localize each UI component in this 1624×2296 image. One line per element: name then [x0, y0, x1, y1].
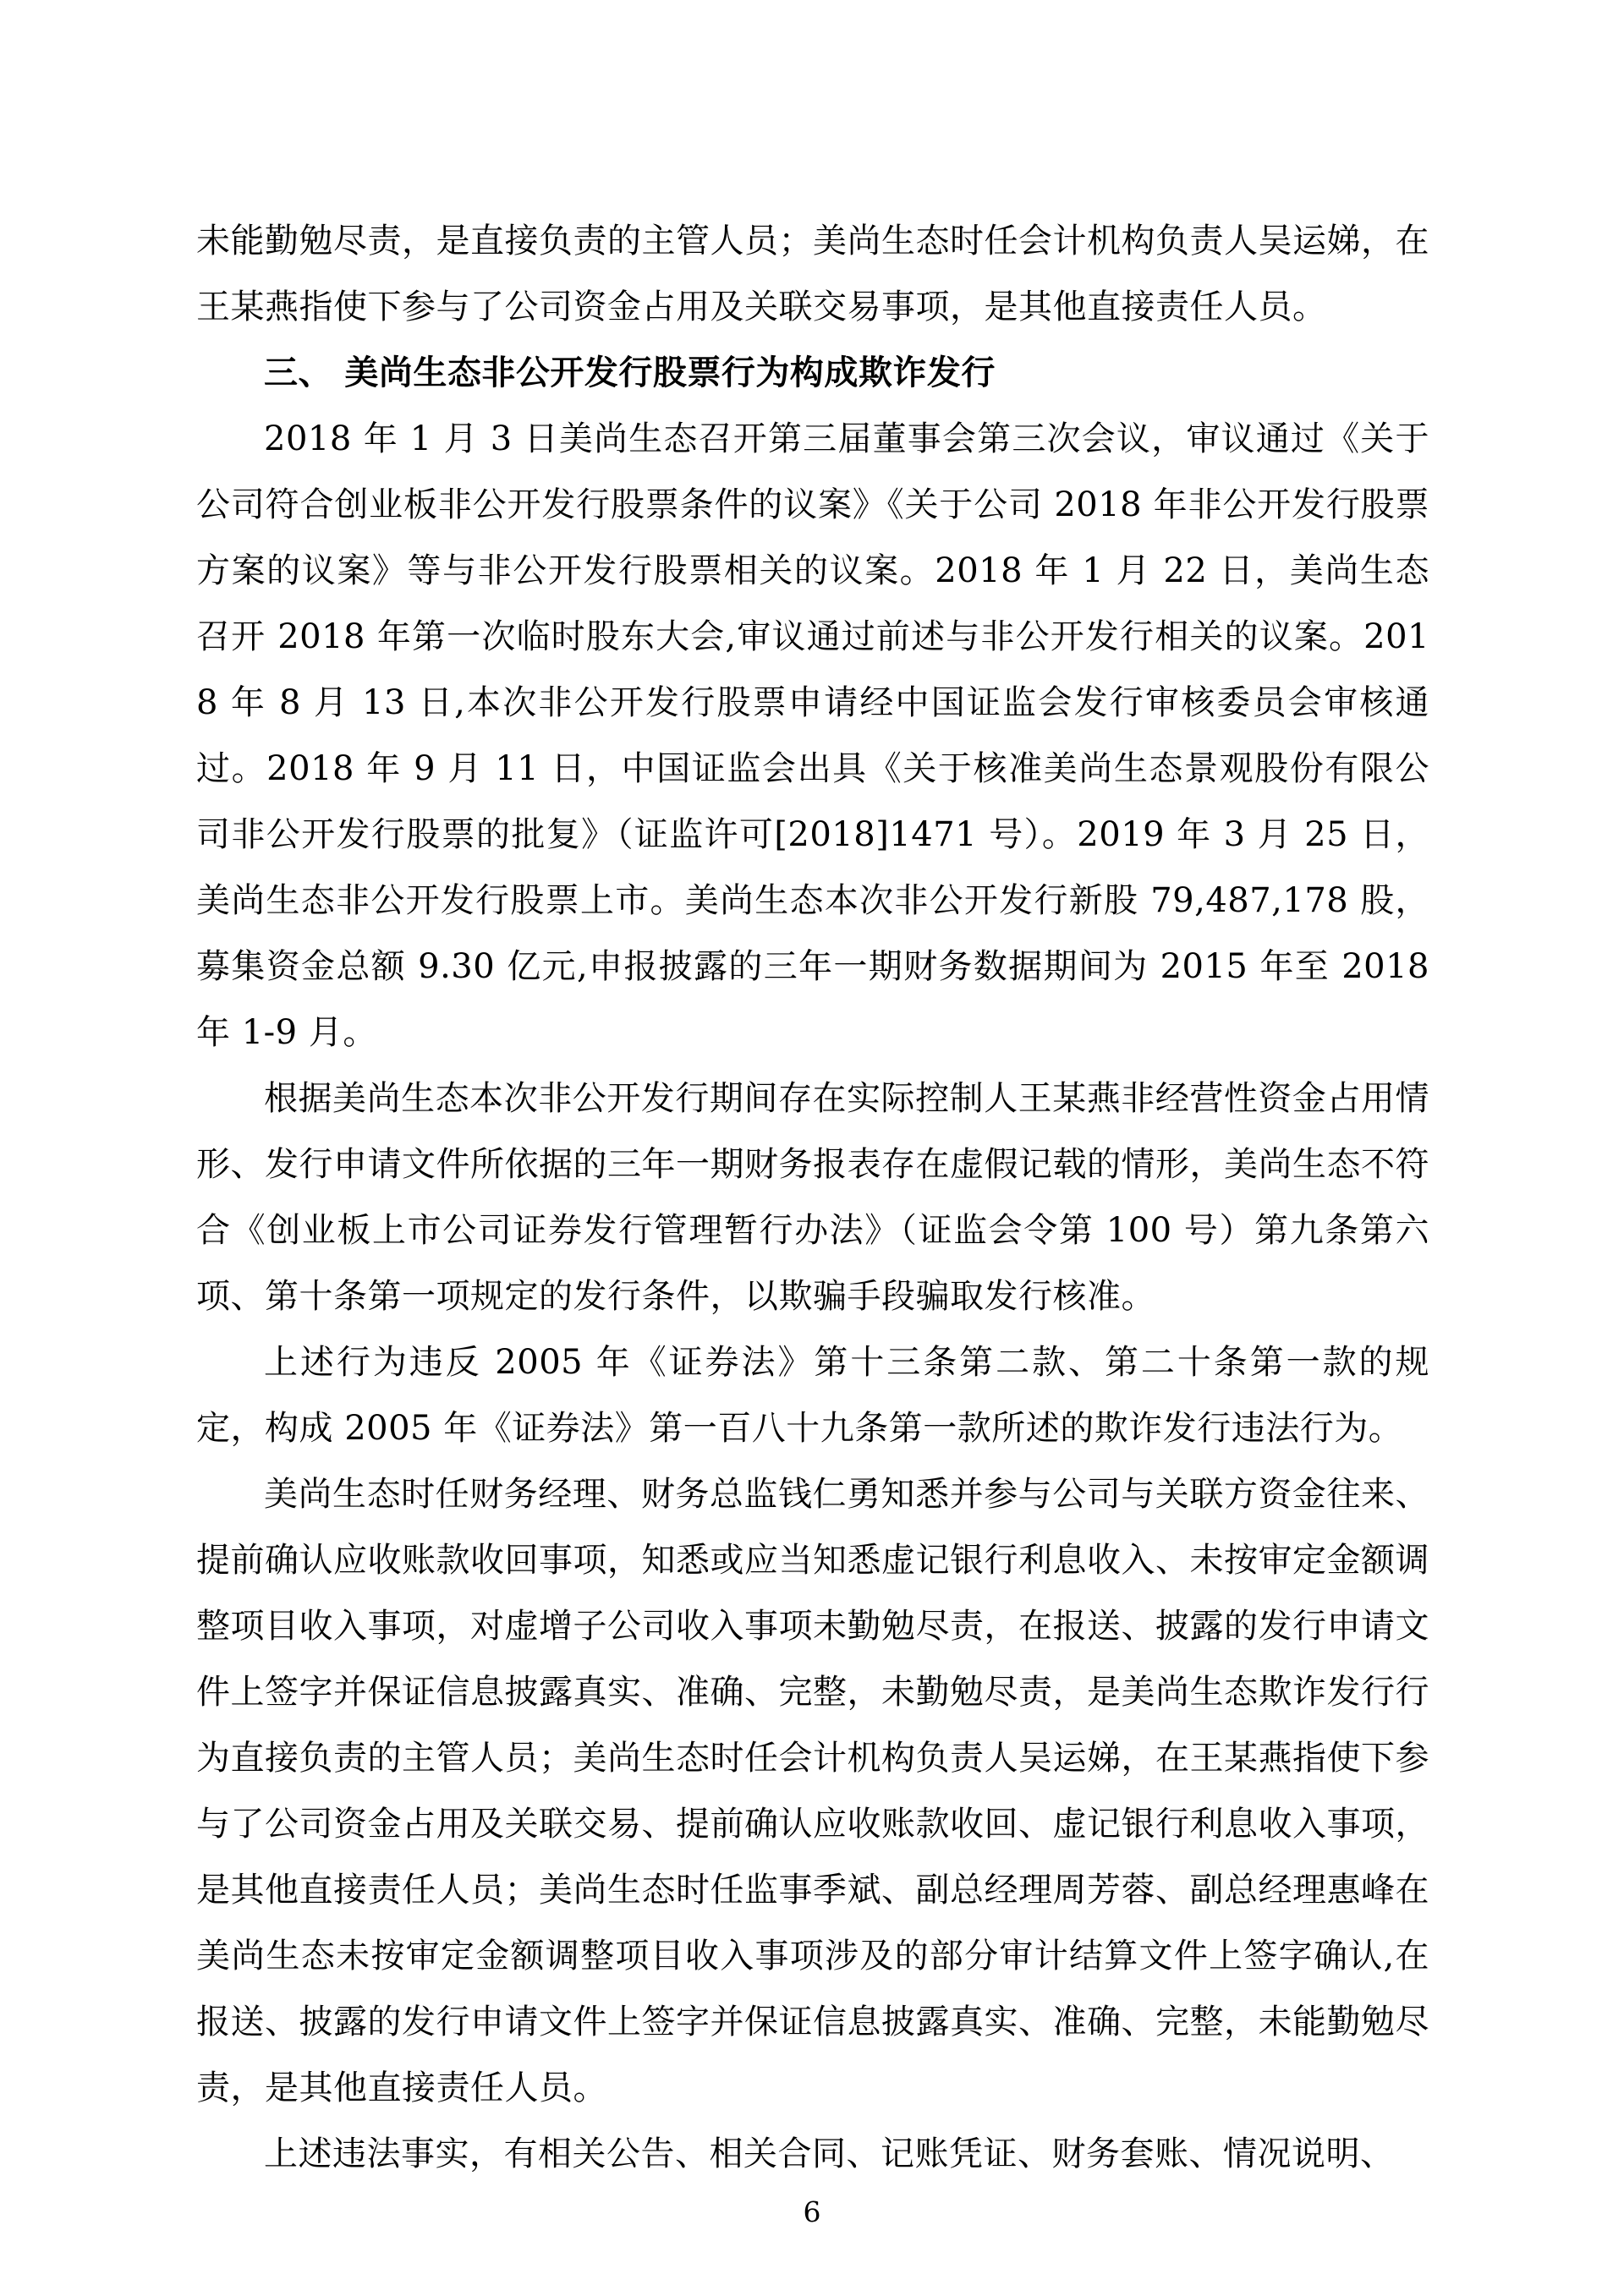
document-body [196, 208, 1429, 2187]
paragraph-continuation: 未能勤勉尽责，是直接负责的主管人员；美尚生态时任会计机构负责人吴运娣，在王某燕指使下参与了公司资金占用及关联交易事项，是其他直接责任人员。 [196, 222, 1429, 326]
section-heading: 三、 美尚生态非公开发行股票行为构成欺诈发行 [264, 353, 996, 392]
paragraph: 美尚生态时任财务经理、财务总监钱仁勇知悉并参与公司与关联方资金往来、提前确认应收账款收回事项，知悉或应当知悉虚记银行利息收入、未按审定金额调整项目收入事项，对虚增子公司收入事项未勤勉尽责，在报送、披露的发行申请文件上签字并保证信息披露真实、准确、完整，未勤勉尽责，是美尚生态欺诈发行行为直接负责的主管人员；美尚生态时任会计机构负责人吴运娣，在王某燕指使下参与了公司资金占用及关联交易、提前确认应收账款收回、虚记银行利息收入事项，是其他直接责任人员；美尚生态时任监事季斌、副总经理周芳蓉、副总经理惠峰在美尚生态未按审定金额调整项目收入事项涉及的部分审计结算文件上签字确认,在报送、披露的发行申请文件上签字并保证信息披露真实、准确、完整，未能勤勉尽责，是其他直接责任人员。 [196, 1475, 1429, 2107]
paragraph: 上述行为违反 2005 年《证券法》第十三条第二款、第二十条第一款的规定，构成 2005 年《证券法》第一百八十九条第一款所述的欺诈发行违法行为。 [196, 1343, 1429, 1448]
paragraph: 上述违法事实，有相关公告、相关合同、记账凭证、财务套账、情况说明、 [264, 2134, 1395, 2173]
paragraph: 2018 年 1 月 3 日美尚生态召开第三届董事会第三次会议，审议通过《关于公司符合创业板非公开发行股票条件的议案》《关于公司 2018 年非公开发行股票方案的议案》等与非公开发行股票相关的议案。2018 年 1 月 22 日，美尚生态召开 2018 年第一次临时股东大会,审议通过前述与非公开发行相关的议案。2018 年 8 月 13 日,本次非公开发行股票申请经中国证监会发行审核委员会审核通过。2018 年 9 月 11 日，中国证监会出具《关于核准美尚生态景观股份有限公司非公开发行股票的批复》（证监许可[2018]1471 号）。2019 年 3 月 25 日，美尚生态非公开发行股票上市。美尚生态本次非公开发行新股 79,487,178 股，募集资金总额 9.30 亿元,申报披露的三年一期财务数据期间为 2015 年至 2018 年 1-9 月。 [196, 419, 1429, 1052]
page-footer [0, 2195, 1624, 2228]
page-number: 6 [803, 2195, 821, 2228]
paragraph: 根据美尚生态本次非公开发行期间存在实际控制人王某燕非经营性资金占用情形、发行申请文件所依据的三年一期财务报表存在虚假记载的情形，美尚生态不符合《创业板上市公司证券发行管理暂行办法》（证监会令第 100 号）第九条第六项、第十条第一项规定的发行条件，以欺骗手段骗取发行核准。 [196, 1079, 1429, 1316]
